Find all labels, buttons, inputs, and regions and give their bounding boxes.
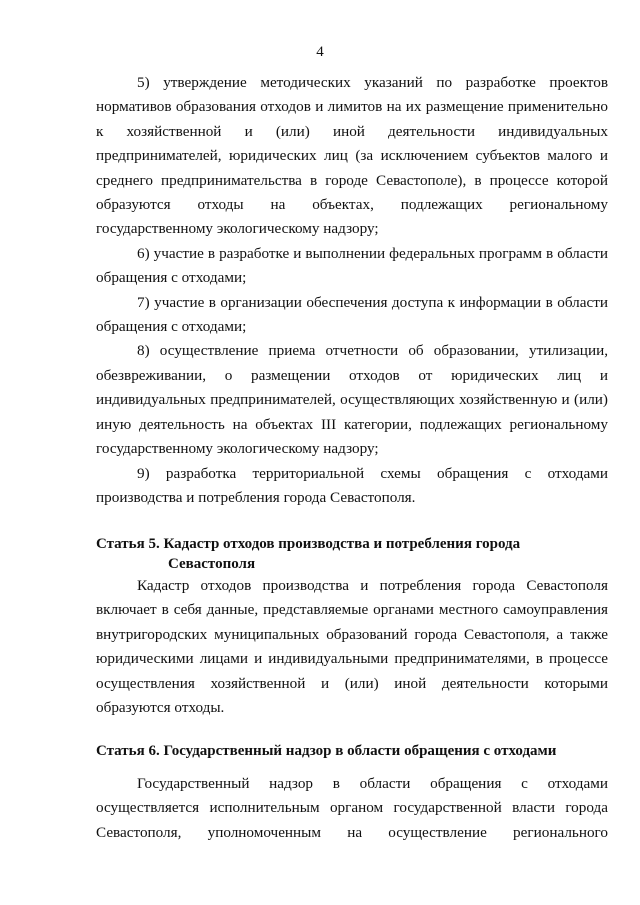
list-item-6: 6) участие в разработке и выполнении федеральных программ в области обращения с отходами; (96, 244, 608, 287)
article-6-heading (96, 741, 608, 761)
list-item-7: 7) участие в организации обеспечения доступа к информации в области обращения с отходами; (96, 293, 608, 336)
article-5-heading-line2: Севастополя (168, 556, 256, 572)
article-5-body (96, 574, 608, 720)
article-5-heading-line1: Статья 5. Кадастр отходов производства и потребления города (96, 536, 521, 552)
list-item-9: 9) разработка территориальной схемы обращения с отходами производства и потребления города Севастополя. (96, 464, 608, 506)
list-item-5: 5) утверждение методических указаний по разработке проектов нормативов образования отходов и лимитов на их размещение применительно к хозяйственной и (или) иной деятельности индивидуальных предпринимателей, юридических лиц (за исключением субъектов малого и среднего предпринимательства в городе Севастополе), в процессе которой образуются отходы на объектах, подлежащих региональному государственному экологическому надзору; (96, 74, 608, 238)
article-5-heading (96, 534, 608, 574)
article-5-paragraph: Кадастр отходов производства и потребления города Севастополя включает в себя данные, представляемые органами местного самоуправления внутригородских муниципальных образований города Севастополя, а также юридическими лицами и индивидуальными предпринимателями, в процессе осуществления хозяйственной и (или) иной деятельности которыми образуются отходы. (96, 577, 608, 717)
article-6-body (96, 772, 608, 845)
article-6-heading-text: Статья 6. Государственный надзор в области обращения с отходами (96, 743, 557, 759)
list-item-8: 8) осуществление приема отчетности об образовании, утилизации, обезвреживании, о размещении отходов от юридических лиц и индивидуальных предпринимателей, осуществляющих хозяйственную и (или) иную деятельность на объектах III категории, подлежащих региональному государственному экологическому надзору; (96, 342, 608, 458)
article-6-paragraph: Государственный надзор в области обращения с отходами осуществляется исполнительным органом государственной власти города Севастополя, уполномоченным на осуществление регионального (96, 775, 608, 841)
powers-list (96, 71, 608, 510)
page-number: 4 (316, 44, 324, 60)
